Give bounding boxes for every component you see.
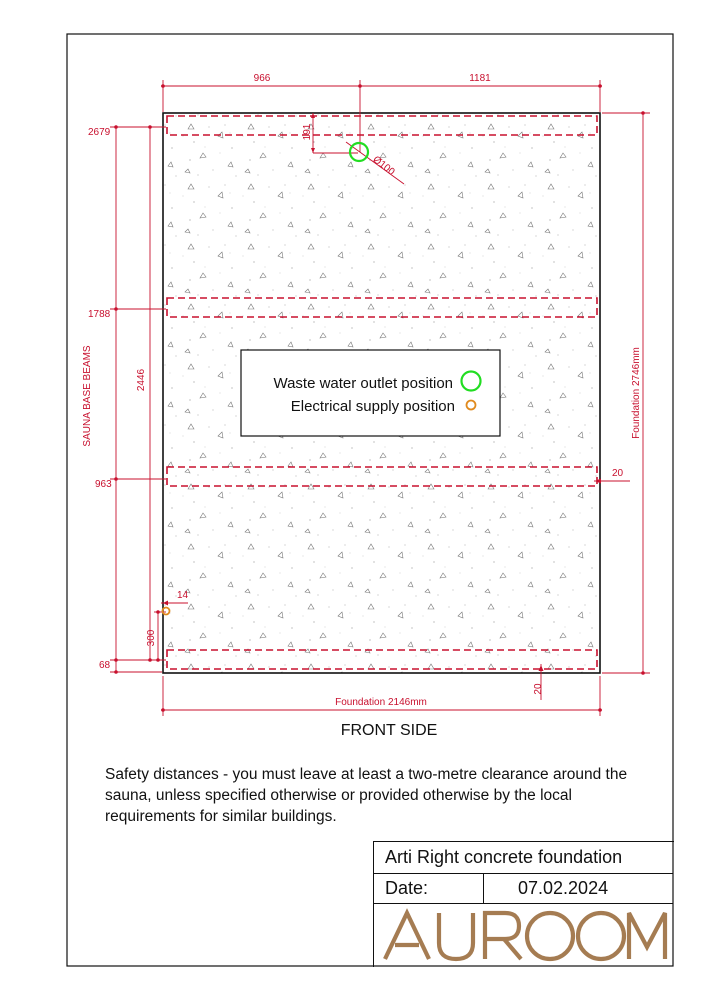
- legend-waste-label: Waste water outlet position: [273, 375, 453, 392]
- dim-top-right: 1181: [469, 73, 491, 84]
- dim-beam-963: 963: [95, 479, 112, 490]
- auroom-logo: [383, 907, 668, 963]
- dim-bottom-20: 20: [533, 683, 544, 695]
- safety-note: Safety distances - you must leave at least a two-metre clearance around the sauna, unless specified otherwise or provided otherwise by the local requirements for similar buildings.: [105, 766, 628, 825]
- legend: [241, 350, 500, 436]
- date-label: Date:: [385, 878, 429, 898]
- legend-box: [241, 350, 500, 436]
- dim-span-2446: 2446: [136, 368, 147, 392]
- dim-outlet-offset: 191: [302, 123, 313, 141]
- dim-foundation-width: Foundation 2146mm: [335, 697, 427, 708]
- dim-electrical-300: 300: [146, 629, 157, 647]
- drawing-title: Arti Right concrete foundation: [385, 847, 623, 867]
- legend-electrical-label: Electrical supply position: [290, 398, 455, 415]
- dim-outlet-diameter: Ø100: [370, 154, 397, 178]
- dim-electrical-14: 14: [177, 590, 189, 601]
- title-block: [373, 841, 673, 966]
- dim-top-left: 966: [253, 73, 271, 84]
- dim-beam-68: 68: [99, 660, 111, 671]
- dim-beam-1788: 1788: [88, 309, 111, 320]
- front-side-label: FRONT SIDE: [340, 722, 438, 739]
- dim-right-20: 20: [612, 468, 624, 479]
- date-value: 07.02.2024: [518, 878, 609, 898]
- dim-beam-2679: 2679: [88, 127, 111, 138]
- sauna-base-beams-label: SAUNA BASE BEAMS: [82, 345, 93, 447]
- dim-foundation-height: Foundation 2746mm: [631, 347, 642, 439]
